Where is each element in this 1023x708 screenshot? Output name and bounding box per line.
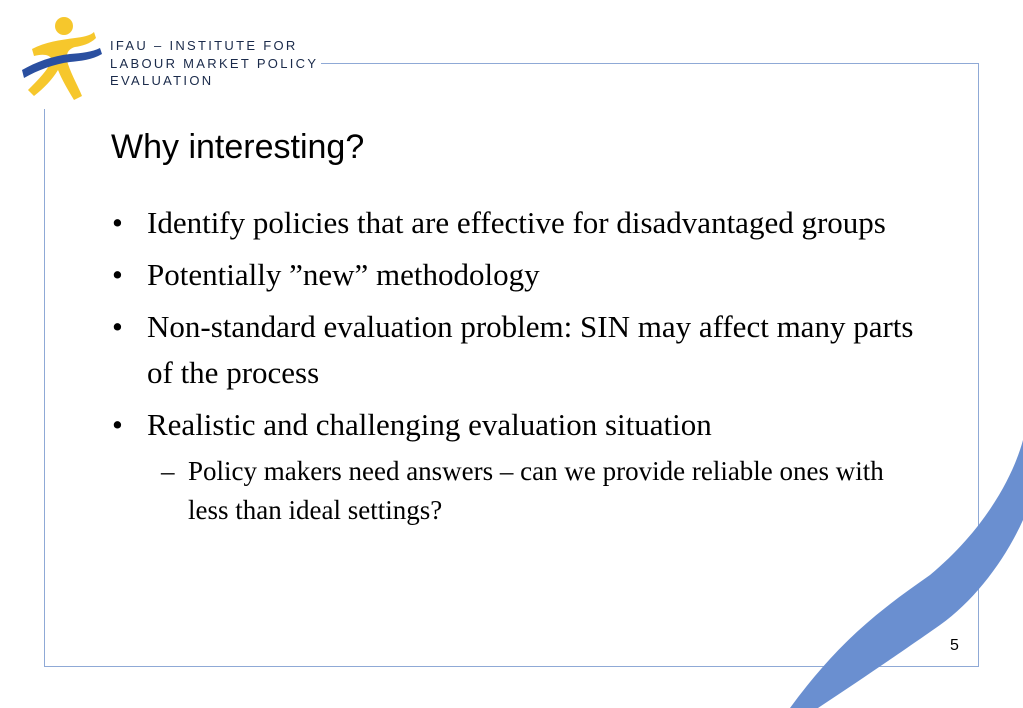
bullet-item	[110, 200, 930, 246]
org-name-line-1: IFAU – INSTITUTE FOR	[110, 38, 298, 53]
page-number: 5	[950, 637, 959, 654]
org-name	[110, 37, 321, 90]
sub-bullet-item	[147, 452, 930, 530]
slide-title: Why interesting?	[111, 128, 365, 166]
bullet-text: Identify policies that are effective for disadvantaged groups	[147, 205, 886, 240]
bullet-list	[110, 200, 930, 536]
bullet-text: Non-standard evaluation problem: SIN may affect many parts of the process	[147, 309, 914, 390]
bullet-text: Potentially ”new” methodology	[147, 257, 540, 292]
ifau-figure-logo-icon	[20, 14, 110, 104]
bullet-item	[110, 304, 930, 396]
bullet-item	[110, 402, 930, 530]
bullet-item	[110, 252, 930, 298]
ifau-logo	[20, 14, 114, 109]
bullet-text: Realistic and challenging evaluation situation	[147, 407, 712, 442]
org-name-line-2: LABOUR MARKET POLICY	[110, 55, 319, 71]
org-name-line-3: EVALUATION	[110, 73, 214, 88]
sub-bullet-text: Policy makers need answers – can we provide reliable ones with less than ideal settings?	[188, 456, 884, 525]
sub-bullet-list	[147, 452, 930, 530]
